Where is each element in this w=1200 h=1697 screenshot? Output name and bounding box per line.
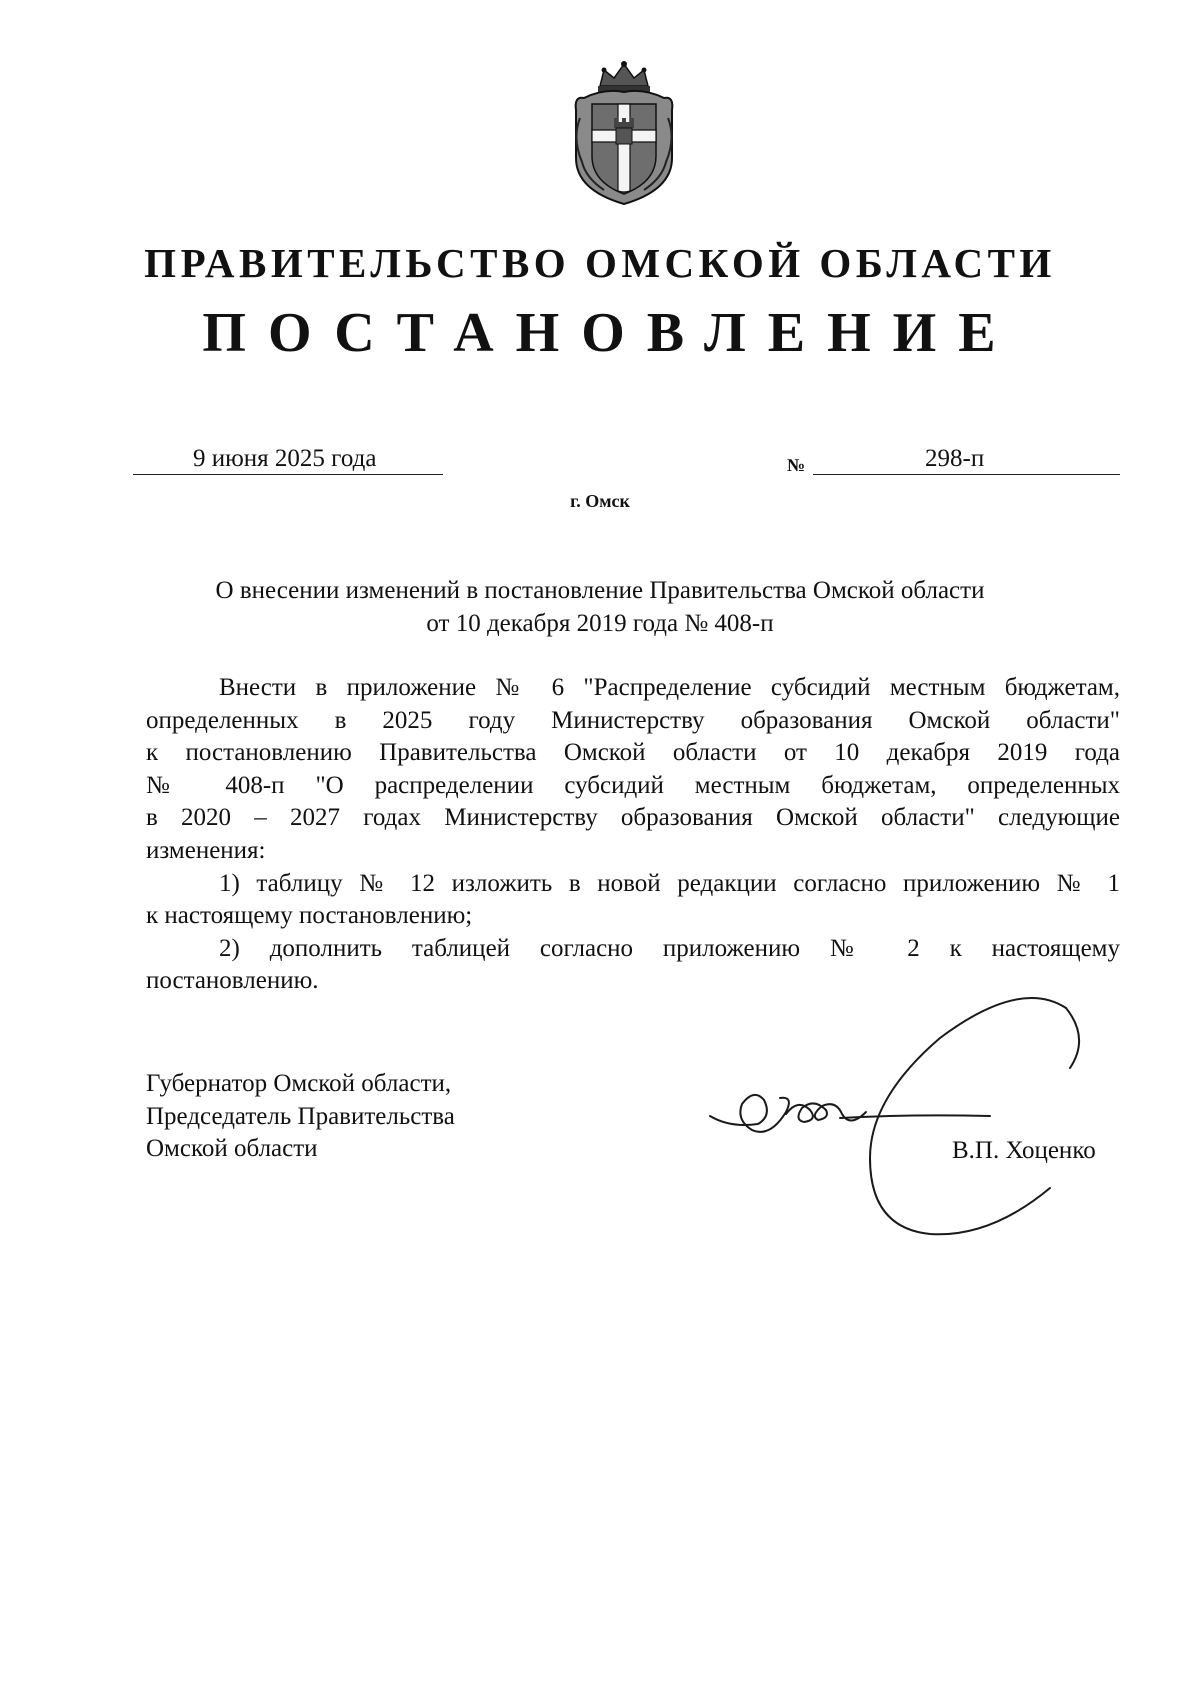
body-line: 1) таблицу № 12 изложить в новой редакции согласно приложению № 1 — [219, 869, 1120, 897]
signatory-title-line: Омской области — [146, 1135, 318, 1163]
number-sign: № — [787, 455, 806, 475]
body-line: изменения: — [146, 836, 266, 864]
signatory-title — [146, 1068, 455, 1166]
signatory-title-line: Председатель Правительства — [146, 1102, 455, 1130]
body-line: № 408-п "О распределении субсидий местным бюджетам, определенных — [146, 771, 1120, 799]
body-line: постановлению. — [146, 967, 319, 995]
handwritten-signature-icon — [690, 988, 1120, 1243]
coat-of-arms-icon — [570, 58, 678, 208]
document-subject — [0, 574, 1200, 640]
body-line: Внести в приложение № 6 "Распределение субсидий местным бюджетам, — [219, 674, 1120, 701]
document-date: 9 июня 2025 года — [193, 445, 377, 472]
document-number: 298-п — [925, 445, 985, 472]
body-line: 2) дополнить таблицей согласно приложению № 2 к настоящему — [219, 934, 1120, 962]
document-body — [146, 672, 1120, 998]
subject-line: от 10 декабря 2019 года № 408-п — [426, 610, 774, 637]
body-line: определенных в 2025 году Министерству образования Омской области" — [146, 706, 1120, 734]
body-line: в 2020 – 2027 годах Министерству образования Омской области" следующие — [146, 804, 1120, 832]
body-line: к постановлению Правительства Омской области от 10 декабря 2019 года — [146, 739, 1120, 767]
city: г. Омск — [570, 491, 630, 511]
subject-line: О внесении изменений в постановление Правительства Омской области — [215, 577, 985, 604]
signatory-title-line: Губернатор Омской области, — [146, 1070, 452, 1097]
body-line: к настоящему постановлению; — [146, 902, 473, 930]
signatory-name: В.П. Хоценко — [952, 1137, 1096, 1164]
organization-name: ПРАВИТЕЛЬСТВО ОМСКОЙ ОБЛАСТИ — [144, 240, 1056, 286]
document-type: ПОСТАНОВЛЕНИЕ — [202, 302, 1018, 364]
